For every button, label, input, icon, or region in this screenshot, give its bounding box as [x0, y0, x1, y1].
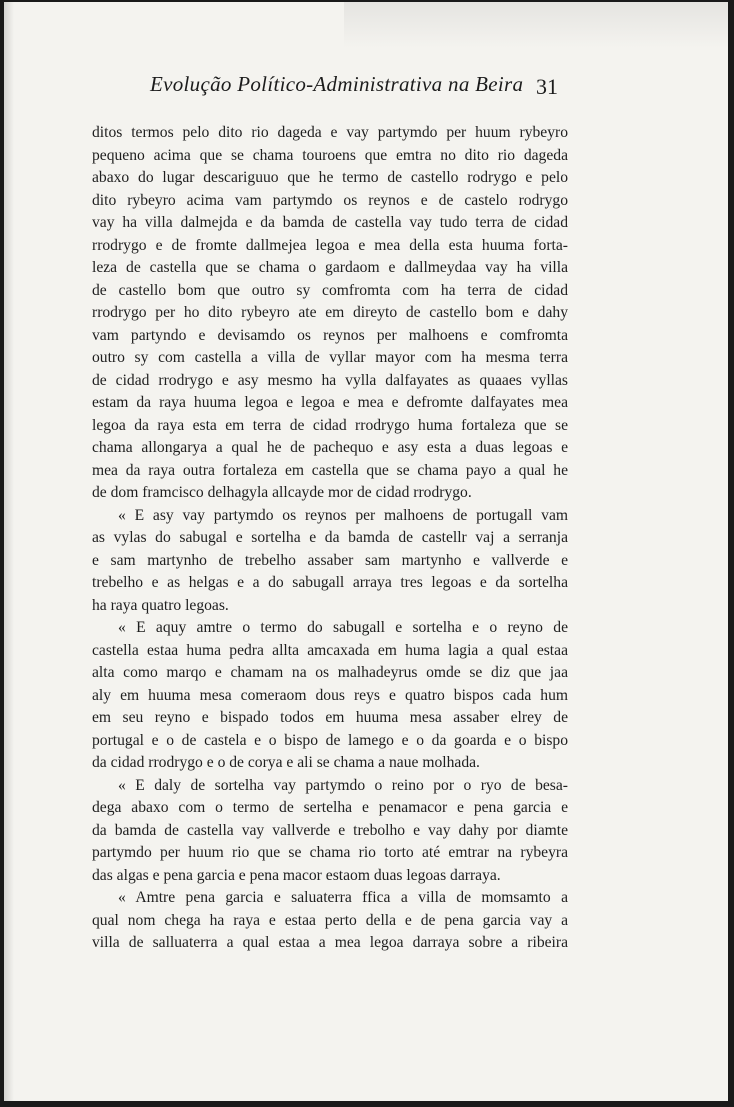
paragraph — [92, 887, 568, 955]
text-line: qual nom chega ha raya e estaa perto della e de pena garcia vay a — [92, 911, 568, 929]
text-line: de dom framcisco delhagyla allcayde mor de cidad rrodrygo. — [92, 484, 472, 501]
text-line: « E aquy amtre o termo do sabugall e sortelha e o reyno de — [118, 619, 568, 636]
text-line: outro sy com castella a villa de vyllar mayor com ha mesma terra — [92, 349, 568, 366]
text-line: portugal e o de castela e o bispo de lamego e o da goarda e o bispo — [92, 731, 568, 749]
scan-noise — [344, 2, 728, 48]
text-line: « Amtre pena garcia e saluaterra ffica a villa de momsamto a — [118, 889, 568, 906]
text-line: estam da raya huuma legoa e legoa e mea e defromte dalfayates mea — [92, 394, 568, 411]
text-line: trebelho e as helgas e a do sabugall arraya tres legoas e da sortelha — [92, 574, 568, 591]
paragraph — [92, 122, 568, 505]
text-line: villa de salluaterra a qual estaa a mea legoa darraya sobre a ribeira — [92, 934, 568, 951]
text-line: rrodrygo e de fromte dallmejea legoa e mea della esta huuma forta- — [92, 236, 568, 254]
running-title: Evolução Político-Administrativa na Beira — [150, 72, 524, 96]
text-line: mea da raya outra fortaleza em castella que se chama payo a qual he — [92, 461, 568, 479]
text-line: das algas e pena garcia e pena macor estaom duas legoas darraya. — [92, 866, 501, 884]
text-line: legoa da raya esta em terra de cidad rrodrygo huma fortaleza que se — [92, 416, 568, 434]
text-line: rrodrygo per ho dito rybeyro ate em direyto de castello bom e dahy — [92, 304, 568, 321]
text-line: castella estaa huma pedra allta amcaxada em huma lagia a qual estaa — [92, 641, 568, 659]
text-line: « E daly de sortelha vay partymdo o reino por o ryo de besa- — [118, 776, 568, 794]
paragraph — [92, 617, 568, 775]
text-line: dega abaxo com o termo de sertelha e penamacor e pena garcia e — [92, 799, 568, 816]
text-line: as vylas do sabugal e sortelha e da bamda de castellr vaj a serranja — [92, 529, 568, 546]
paragraph — [92, 775, 568, 888]
text-line: de castello bom que outro sy comfromta com ha terra de cidad — [92, 281, 568, 299]
text-line: da cidad rrodrygo e o de corya e ali se chama a naue molhada. — [92, 754, 480, 771]
text-line: abaxo do lugar descariguuo que he termo de castello rodrygo e pelo — [92, 169, 568, 186]
page-number: 31 — [536, 74, 558, 99]
book-page — [4, 2, 728, 1101]
page-header — [4, 72, 728, 102]
text-line: « E asy vay partymdo os reynos per malhoens de portugall vam — [118, 506, 568, 524]
text-line: vam partyndo e devisamdo os reynos per malhoens e comfromta — [92, 326, 568, 344]
text-line: em seu reyno e bispado todos em huuma mesa assaber elrey de — [92, 709, 568, 726]
text-line: chama allongarya a qual he de pachequo e asy esta a duas legoas e — [92, 439, 568, 456]
text-line: leza de castella que se chama o gardaom e dallmeydaa vay ha villa — [92, 259, 568, 276]
text-line: vay ha villa dalmejda e da bamda de castella vay tudo terra de cidad — [92, 214, 568, 231]
text-line: pequeno acima que se chama touroens que emtra no dito rio dageda — [92, 146, 568, 164]
paragraph — [92, 505, 568, 618]
text-line: e sam martynho de trebelho assaber sam martynho e vallverde e — [92, 551, 568, 569]
text-line: partymdo per huum rio que se chama rio torto até emtrar na rybeyra — [92, 844, 568, 861]
text-line: ha raya quatro legoas. — [92, 596, 229, 614]
text-line: dito rybeyro acima vam partymdo os reynos e de castelo rodrygo — [92, 191, 568, 209]
text-line: alta como marqo e chamam na os malhadeyrus omde se diz que jaa — [92, 664, 568, 681]
text-line: de cidad rrodrygo e asy mesmo ha vylla dalfayates as quaaes vyllas — [92, 371, 568, 389]
text-line: da bamda de castella vay vallverde e trebolho e vay dahy por diamte — [92, 821, 568, 839]
text-line: ditos termos pelo dito rio dageda e vay partymdo per huum rybeyro — [92, 124, 568, 141]
text-line: aly em huuma mesa comeraom dous reys e quatro bispos cada hum — [92, 686, 568, 704]
page-edge-shadow — [4, 2, 14, 1101]
body-text — [92, 122, 568, 955]
